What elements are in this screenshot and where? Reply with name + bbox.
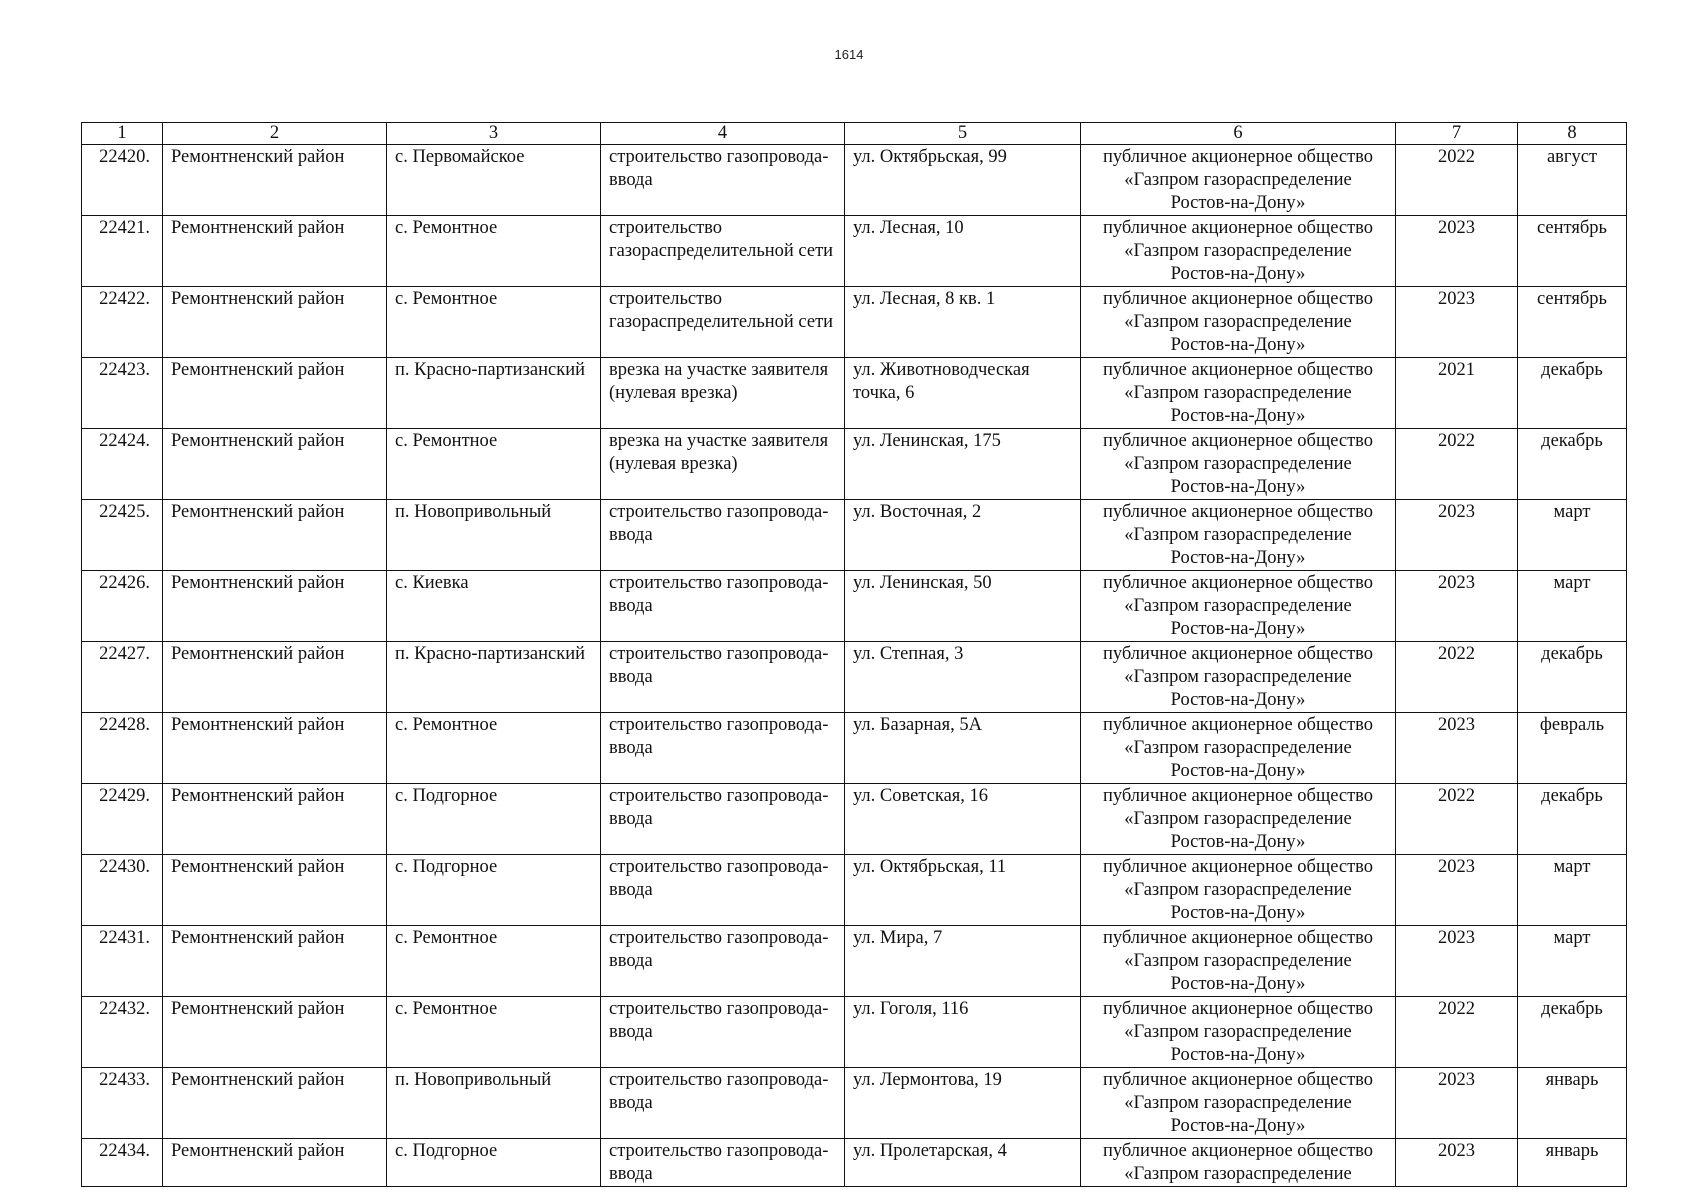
table-row — [82, 926, 1627, 997]
organization-cell — [1081, 1139, 1396, 1187]
organization-line: «Газпром газораспределение — [1124, 1093, 1352, 1113]
organization-line: «Газпром газораспределение — [1124, 951, 1352, 971]
year-cell: 2022 — [1396, 145, 1518, 216]
locality-cell: с. Ремонтное — [387, 926, 601, 997]
year-cell: 2023 — [1396, 216, 1518, 287]
year-cell: 2022 — [1396, 784, 1518, 855]
row-number-cell: 22424. — [82, 429, 163, 500]
organization-line: Ростов-на-Дону» — [1170, 1045, 1306, 1065]
organization-line: Ростов-на-Дону» — [1170, 1116, 1306, 1136]
month-cell: август — [1518, 145, 1627, 216]
district-cell: Ремонтненский район — [163, 1139, 387, 1187]
organization-line: «Газпром газораспределение — [1124, 809, 1352, 829]
table-row — [82, 855, 1627, 926]
organization-cell — [1081, 287, 1396, 358]
header-cell: 4 — [601, 123, 845, 145]
address-cell: ул. Восточная, 2 — [845, 500, 1081, 571]
organization-line: Ростов-на-Дону» — [1170, 832, 1306, 852]
year-cell: 2023 — [1396, 855, 1518, 926]
address-cell: ул. Гоголя, 116 — [845, 997, 1081, 1068]
organization-line: «Газпром газораспределение — [1124, 667, 1352, 687]
organization-line: публичное акционерное общество — [1102, 502, 1374, 522]
locality-cell: п. Новопривольный — [387, 500, 601, 571]
organization-line: «Газпром газораспределение — [1124, 454, 1352, 474]
row-number-cell: 22420. — [82, 145, 163, 216]
month-cell: декабрь — [1518, 784, 1627, 855]
header-cell: 1 — [82, 123, 163, 145]
organization-cell — [1081, 713, 1396, 784]
table-row — [82, 429, 1627, 500]
address-cell: ул. Октябрьская, 11 — [845, 855, 1081, 926]
address-cell: ул. Ленинская, 50 — [845, 571, 1081, 642]
month-cell: март — [1518, 926, 1627, 997]
month-cell: январь — [1518, 1139, 1627, 1187]
locality-cell: с. Ремонтное — [387, 713, 601, 784]
row-number-cell: 22429. — [82, 784, 163, 855]
address-cell: ул. Степная, 3 — [845, 642, 1081, 713]
district-cell: Ремонтненский район — [163, 855, 387, 926]
work-type-cell: строительство газораспределительной сети — [601, 287, 845, 358]
row-number-cell: 22421. — [82, 216, 163, 287]
organization-line: публичное акционерное общество — [1102, 573, 1374, 593]
work-type-cell: строительство газопровода-ввода — [601, 571, 845, 642]
organization-cell — [1081, 926, 1396, 997]
year-cell: 2023 — [1396, 926, 1518, 997]
organization-line: «Газпром газораспределение — [1124, 1164, 1352, 1184]
district-cell: Ремонтненский район — [163, 216, 387, 287]
locality-cell: с. Подгорное — [387, 855, 601, 926]
month-cell: декабрь — [1518, 358, 1627, 429]
year-cell: 2023 — [1396, 500, 1518, 571]
organization-cell — [1081, 571, 1396, 642]
locality-cell: п. Красно-партизанский — [387, 642, 601, 713]
row-number-cell: 22422. — [82, 287, 163, 358]
organization-line: Ростов-на-Дону» — [1170, 406, 1306, 426]
organization-line: публичное акционерное общество — [1102, 1141, 1374, 1161]
table-row — [82, 287, 1627, 358]
table-row — [82, 784, 1627, 855]
table-row — [82, 1139, 1627, 1187]
organization-line: «Газпром газораспределение — [1124, 738, 1352, 758]
organization-line: Ростов-на-Дону» — [1170, 264, 1306, 284]
district-cell: Ремонтненский район — [163, 997, 387, 1068]
locality-cell: с. Подгорное — [387, 1139, 601, 1187]
organization-line: публичное акционерное общество — [1102, 857, 1374, 877]
header-cell: 5 — [845, 123, 1081, 145]
year-cell: 2022 — [1396, 429, 1518, 500]
year-cell: 2023 — [1396, 1068, 1518, 1139]
organization-cell — [1081, 784, 1396, 855]
organization-line: «Газпром газораспределение — [1124, 596, 1352, 616]
row-number-cell: 22430. — [82, 855, 163, 926]
month-cell: декабрь — [1518, 997, 1627, 1068]
district-cell: Ремонтненский район — [163, 1068, 387, 1139]
work-type-cell: строительство газопровода-ввода — [601, 997, 845, 1068]
organization-line: Ростов-на-Дону» — [1170, 690, 1306, 710]
row-number-cell: 22423. — [82, 358, 163, 429]
organization-line: публичное акционерное общество — [1102, 644, 1374, 664]
locality-cell: п. Красно-партизанский — [387, 358, 601, 429]
address-cell: ул. Лесная, 10 — [845, 216, 1081, 287]
district-cell: Ремонтненский район — [163, 713, 387, 784]
organization-line: публичное акционерное общество — [1102, 715, 1374, 735]
work-type-cell: строительство газопровода-ввода — [601, 145, 845, 216]
row-number-cell: 22427. — [82, 642, 163, 713]
organization-line: публичное акционерное общество — [1102, 431, 1374, 451]
work-type-cell: строительство газопровода-ввода — [601, 1139, 845, 1187]
organization-line: Ростов-на-Дону» — [1170, 193, 1306, 213]
month-cell: март — [1518, 571, 1627, 642]
year-cell: 2023 — [1396, 571, 1518, 642]
work-type-cell: строительство газопровода-ввода — [601, 1068, 845, 1139]
address-cell: ул. Октябрьская, 99 — [845, 145, 1081, 216]
year-cell: 2023 — [1396, 713, 1518, 784]
header-cell: 6 — [1081, 123, 1396, 145]
locality-cell: с. Ремонтное — [387, 216, 601, 287]
locality-cell: п. Новопривольный — [387, 1068, 601, 1139]
address-cell: ул. Лермонтова, 19 — [845, 1068, 1081, 1139]
page-number: 1614 — [834, 47, 864, 62]
locality-cell: с. Ремонтное — [387, 429, 601, 500]
header-cell: 3 — [387, 123, 601, 145]
address-cell: ул. Мира, 7 — [845, 926, 1081, 997]
organization-line: «Газпром газораспределение — [1124, 170, 1352, 190]
row-number-cell: 22433. — [82, 1068, 163, 1139]
month-cell: март — [1518, 855, 1627, 926]
month-cell: март — [1518, 500, 1627, 571]
organization-line: публичное акционерное общество — [1102, 1070, 1374, 1090]
organization-line: «Газпром газораспределение — [1124, 383, 1352, 403]
table-header-row — [82, 123, 1627, 145]
district-cell: Ремонтненский район — [163, 429, 387, 500]
organization-line: Ростов-на-Дону» — [1170, 548, 1306, 568]
organization-line: Ростов-на-Дону» — [1170, 619, 1306, 639]
work-type-cell: врезка на участке заявителя (нулевая врезка) — [601, 429, 845, 500]
header-cell: 7 — [1396, 123, 1518, 145]
year-cell: 2023 — [1396, 1139, 1518, 1187]
month-cell: январь — [1518, 1068, 1627, 1139]
year-cell: 2022 — [1396, 997, 1518, 1068]
row-number-cell: 22428. — [82, 713, 163, 784]
address-cell: ул. Базарная, 5А — [845, 713, 1081, 784]
organization-line: публичное акционерное общество — [1102, 928, 1374, 948]
district-cell: Ремонтненский район — [163, 500, 387, 571]
month-cell: декабрь — [1518, 642, 1627, 713]
row-number-cell: 22432. — [82, 997, 163, 1068]
organization-line: «Газпром газораспределение — [1124, 1022, 1352, 1042]
locality-cell: с. Киевка — [387, 571, 601, 642]
organization-cell — [1081, 216, 1396, 287]
district-cell: Ремонтненский район — [163, 784, 387, 855]
organization-line: Ростов-на-Дону» — [1170, 761, 1306, 781]
organization-line: публичное акционерное общество — [1102, 360, 1374, 380]
address-cell: ул. Ленинская, 175 — [845, 429, 1081, 500]
table-row — [82, 145, 1627, 216]
month-cell: сентябрь — [1518, 287, 1627, 358]
organization-line: публичное акционерное общество — [1102, 218, 1374, 238]
row-number-cell: 22431. — [82, 926, 163, 997]
address-cell: ул. Животноводческая точка, 6 — [845, 358, 1081, 429]
work-type-cell: строительство газопровода-ввода — [601, 926, 845, 997]
organization-line: публичное акционерное общество — [1102, 999, 1374, 1019]
work-type-cell: строительство газораспределительной сети — [601, 216, 845, 287]
month-cell: февраль — [1518, 713, 1627, 784]
organization-line: Ростов-на-Дону» — [1170, 335, 1306, 355]
organization-cell — [1081, 997, 1396, 1068]
header-cell: 8 — [1518, 123, 1627, 145]
organization-line: Ростов-на-Дону» — [1170, 903, 1306, 923]
row-number-cell: 22426. — [82, 571, 163, 642]
year-cell: 2022 — [1396, 642, 1518, 713]
locality-cell: с. Ремонтное — [387, 997, 601, 1068]
organization-line: публичное акционерное общество — [1102, 289, 1374, 309]
work-type-cell: строительство газопровода-ввода — [601, 642, 845, 713]
organization-line: Ростов-на-Дону» — [1170, 477, 1306, 497]
organization-line: публичное акционерное общество — [1102, 786, 1374, 806]
organization-cell — [1081, 1068, 1396, 1139]
organization-line: «Газпром газораспределение — [1124, 312, 1352, 332]
district-cell: Ремонтненский район — [163, 145, 387, 216]
work-type-cell: врезка на участке заявителя (нулевая врезка) — [601, 358, 845, 429]
row-number-cell: 22434. — [82, 1139, 163, 1187]
address-cell: ул. Пролетарская, 4 — [845, 1139, 1081, 1187]
table-row — [82, 713, 1627, 784]
table-row — [82, 216, 1627, 287]
organization-line: «Газпром газораспределение — [1124, 880, 1352, 900]
district-cell: Ремонтненский район — [163, 642, 387, 713]
table-body — [82, 145, 1627, 1187]
district-cell: Ремонтненский район — [163, 358, 387, 429]
organization-cell — [1081, 429, 1396, 500]
organization-line: Ростов-на-Дону» — [1170, 974, 1306, 994]
month-cell: декабрь — [1518, 429, 1627, 500]
organization-cell — [1081, 855, 1396, 926]
district-cell: Ремонтненский район — [163, 926, 387, 997]
header-cell: 2 — [163, 123, 387, 145]
work-type-cell: строительство газопровода-ввода — [601, 500, 845, 571]
locality-cell: с. Подгорное — [387, 784, 601, 855]
year-cell: 2021 — [1396, 358, 1518, 429]
table-row — [82, 571, 1627, 642]
address-cell: ул. Лесная, 8 кв. 1 — [845, 287, 1081, 358]
table-row — [82, 997, 1627, 1068]
work-type-cell: строительство газопровода-ввода — [601, 855, 845, 926]
organization-line: «Газпром газораспределение — [1124, 241, 1352, 261]
table-row — [82, 358, 1627, 429]
organization-cell — [1081, 358, 1396, 429]
work-type-cell: строительство газопровода-ввода — [601, 713, 845, 784]
organization-cell — [1081, 500, 1396, 571]
address-cell: ул. Советская, 16 — [845, 784, 1081, 855]
district-cell: Ремонтненский район — [163, 287, 387, 358]
district-cell: Ремонтненский район — [163, 571, 387, 642]
organization-line: «Газпром газораспределение — [1124, 525, 1352, 545]
row-number-cell: 22425. — [82, 500, 163, 571]
work-type-cell: строительство газопровода-ввода — [601, 784, 845, 855]
organization-cell — [1081, 145, 1396, 216]
organization-cell — [1081, 642, 1396, 713]
month-cell: сентябрь — [1518, 216, 1627, 287]
table-row — [82, 500, 1627, 571]
locality-cell: с. Первомайское — [387, 145, 601, 216]
table-row — [82, 642, 1627, 713]
locality-cell: с. Ремонтное — [387, 287, 601, 358]
organization-line: публичное акционерное общество — [1102, 147, 1374, 167]
year-cell: 2023 — [1396, 287, 1518, 358]
table-row — [82, 1068, 1627, 1139]
gas-connection-table — [81, 122, 1627, 1187]
